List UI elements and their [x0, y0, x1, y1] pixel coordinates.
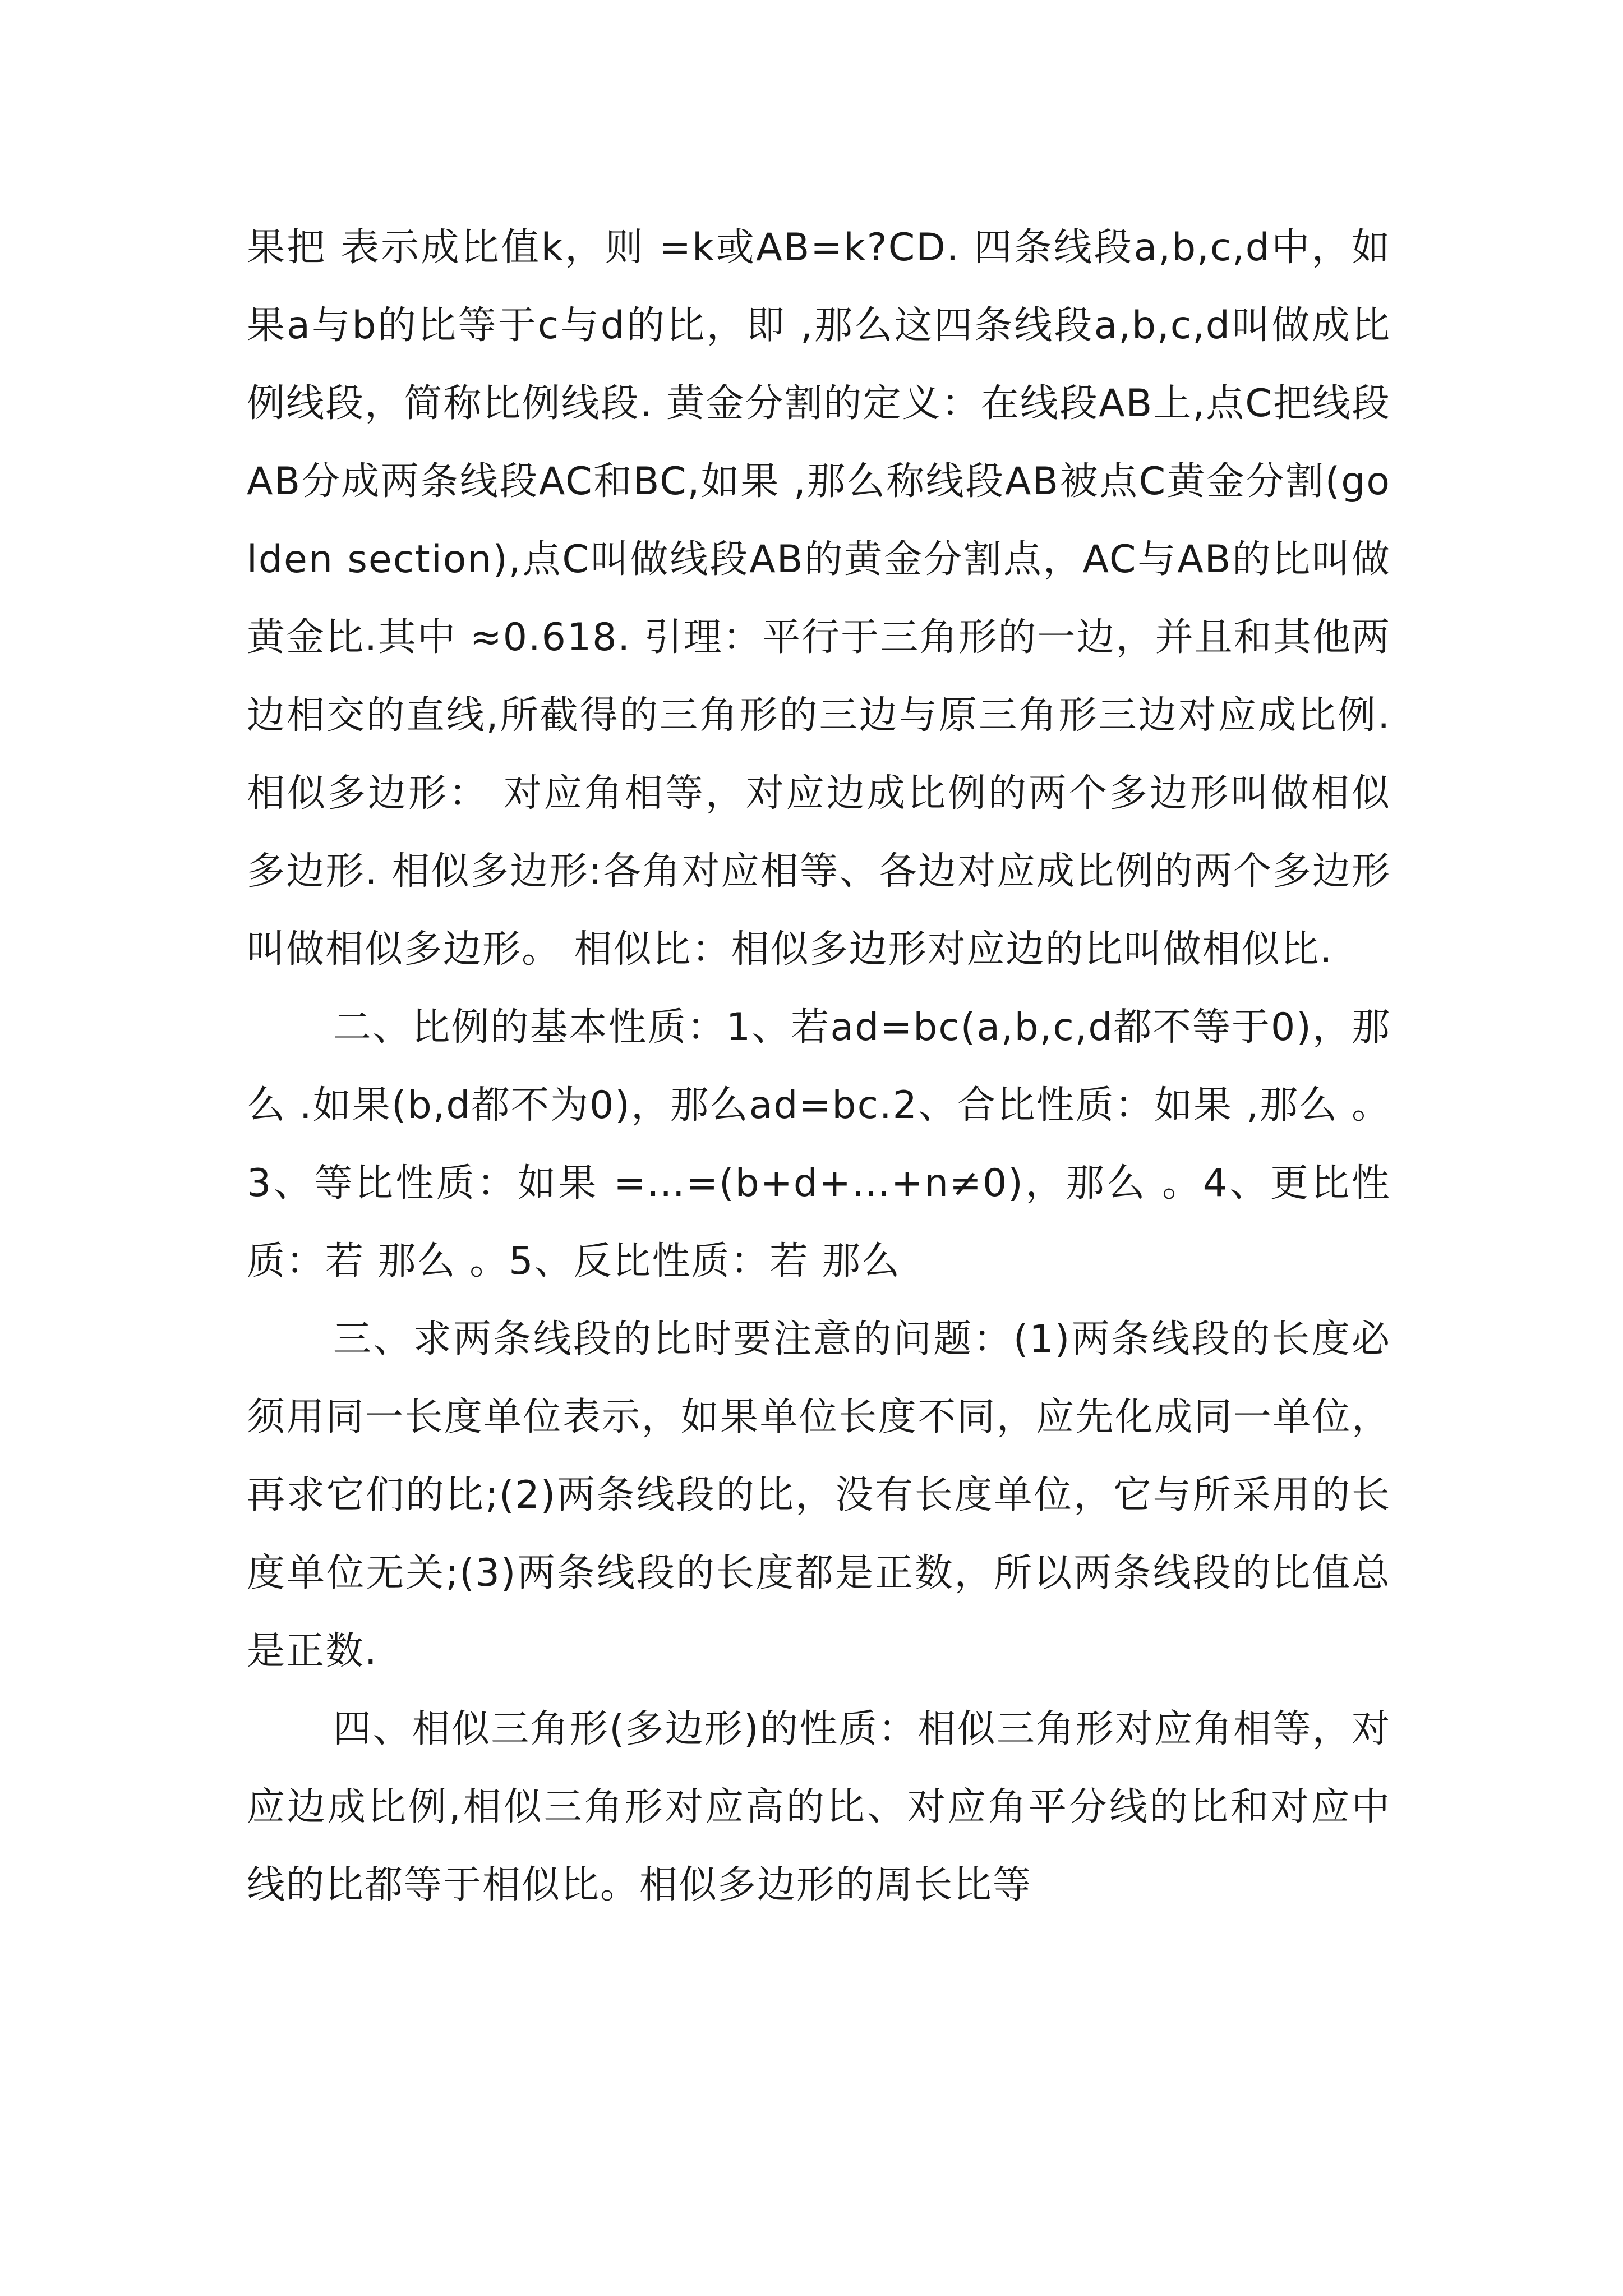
paragraph-proportion-properties: 二、比例的基本性质：1、若ad=bc(a,b,c,d都不等于0)，那么 .如果(b,d都不为0)，那么ad=bc.2、合比性质：如果 ,那么 。3、等比性质：如果 =…=(b+d+…+n≠0)，那么 。4、更比性质：若 那么 。5、反比性质：若 那么 — [247, 1005, 1391, 1283]
document-body — [247, 209, 1391, 1924]
paragraph-definitions: 果把 表示成比值k，则 =k或AB=k?CD. 四条线段a,b,c,d中，如果a与b的比等于c与d的比，即 ,那么这四条线段a,b,c,d叫做成比例线段，简称比例线段. 黄金分割的定义：在线段AB上,点C把线段AB分成两条线段AC和BC,如果 ,那么称线段AB被点C黄金分割(golden section),点C叫做线段AB的黄金分割点，AC与AB的比叫做黄金比.其中 ≈0.618. 引理：平行于三角形的一边，并且和其他两边相交的直线,所截得的三角形的三边与原三角形三边对应成比例. 相似多边形： 对应角相等，对应边成比例的两个多边形叫做相似多边形. 相似多边形:各角对应相等、各边对应成比例的两个多边形叫做相似多边形。 相似比：相似多边形对应边的比叫做相似比. — [247, 226, 1391, 972]
paragraph-similar-triangle-properties: 四、相似三角形(多边形)的性质：相似三角形对应角相等，对应边成比例,相似三角形对应高的比、对应角平分线的比和对应中线的比都等于相似比。相似多边形的周长比等 — [247, 1707, 1391, 1907]
paragraph-segment-ratio-notes: 三、求两条线段的比时要注意的问题：(1)两条线段的长度必须用同一长度单位表示，如果单位长度不同，应先化成同一单位，再求它们的比;(2)两条线段的比，没有长度单位，它与所采用的长度单位无关;(3)两条线段的长度都是正数，所以两条线段的比值总是正数. — [247, 1317, 1391, 1673]
